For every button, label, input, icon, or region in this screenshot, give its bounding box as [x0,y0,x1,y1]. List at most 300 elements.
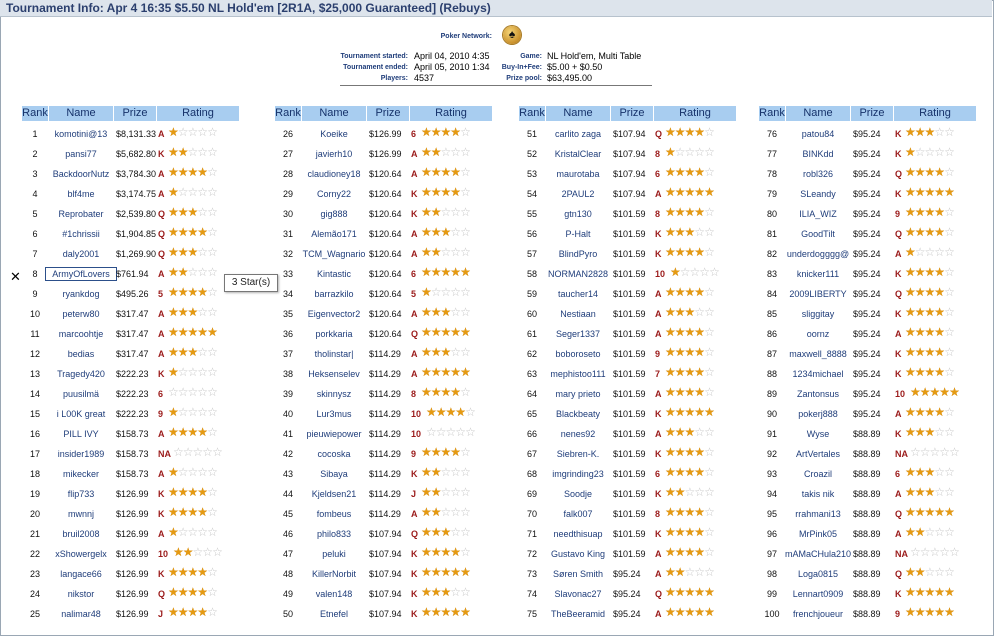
star-filled-icon: ★ [421,205,431,219]
rating-stars[interactable] [168,526,217,538]
player-name-link[interactable]: BackdoorNutz [52,169,110,179]
player-name-link[interactable]: Koeike [320,129,348,139]
rating-stars[interactable] [905,606,954,618]
prize-cell: $114.29 [369,489,401,499]
star-filled-icon: ★ [684,305,695,319]
star-filled-icon: ★ [934,165,945,179]
player-name-link[interactable]: flip733 [67,489,95,499]
rating-stars[interactable] [905,306,954,318]
player-name-link[interactable]: mephistoo111 [550,369,606,379]
rating-stars[interactable] [426,406,475,418]
rating-stars[interactable] [168,306,217,318]
title-bar [0,0,992,17]
star-empty-icon: ☆ [440,245,451,259]
player-name-link[interactable]: underdogggg@ [786,249,850,259]
player-name-link[interactable]: langace66 [60,569,102,579]
rating-stars[interactable] [421,386,470,398]
player-name-link[interactable]: Seger1337 [555,329,601,339]
rating-card: K [895,309,902,319]
player-name-link[interactable]: KillerNorbit [311,569,356,579]
player-name-link[interactable]: pieuwiepower [306,429,362,439]
rating-stars[interactable] [665,526,714,538]
star-filled-icon: ★ [430,265,441,279]
rating-stars[interactable] [665,586,714,598]
star-filled-icon: ★ [455,405,466,419]
network-label: Poker Network: [440,33,492,40]
table-row [22,304,242,324]
player-name-link[interactable]: TCM_Wagnario [302,249,366,259]
prize-cell: $126.99 [116,569,149,579]
tournament-info-panel [0,22,994,88]
rating-card: Q [655,589,663,599]
player-name-link[interactable]: Blackbeaty [555,409,601,419]
player-name-link[interactable]: mikecker [62,469,99,479]
rating-stars[interactable] [665,606,714,618]
rating-stars[interactable] [665,366,714,378]
prize-cell: $495.26 [116,289,149,299]
rating-card: A [655,429,662,439]
player-name-link[interactable]: Kjeldsen21 [311,489,357,499]
rank-cell: 67 [526,449,537,459]
rating-stars[interactable] [421,266,470,278]
rating-stars[interactable] [665,426,714,438]
player-name-link[interactable]: ryankdog [62,289,100,299]
rating-card: 5 [411,289,417,299]
player-name-link[interactable]: cocoska [317,449,351,459]
rating-stars[interactable] [168,286,217,298]
rating-stars[interactable] [665,546,714,558]
buyin-label: Buy-In+Fee: [501,64,542,71]
star-empty-icon: ☆ [177,185,188,199]
rating-stars[interactable] [665,506,714,518]
player-name-link[interactable]: gtn130 [564,209,592,219]
player-name-link[interactable]: KristalClear [554,149,602,159]
rating-stars[interactable] [421,286,470,298]
rating-stars[interactable] [168,406,217,418]
rating-stars[interactable] [910,386,959,398]
rating-stars[interactable] [905,346,954,358]
player-name-link[interactable]: puusilmä [62,389,100,399]
player-name-link[interactable]: takis nik [801,489,835,499]
rating-stars[interactable] [421,326,470,338]
player-name-link[interactable]: #1chrissii [62,229,100,239]
rating-tooltip: 3 Star(s) [224,274,278,292]
star-filled-icon: ★ [450,385,461,399]
rating-stars[interactable] [421,226,470,238]
player-name-link[interactable]: robl326 [802,169,834,179]
star-filled-icon: ★ [684,225,695,239]
rating-stars[interactable] [665,326,714,338]
rating-card: 6 [655,169,661,179]
player-name-link[interactable]: P-Halt [565,229,591,239]
rating-stars[interactable] [421,526,470,538]
player-name-link[interactable]: ILIA_WIZ [799,209,837,219]
rating-stars[interactable] [168,266,217,278]
player-name-link[interactable]: Reprobater [58,209,104,219]
player-name-link[interactable]: PILL IVY [63,429,99,439]
player-name-link[interactable]: i L00K great [56,409,106,419]
column-header-name[interactable]: Name [546,106,610,121]
rating-stars[interactable] [905,566,954,578]
star-filled-icon: ★ [929,385,940,399]
rank-cell: 99 [766,589,777,599]
player-name-link[interactable]: Søren Smith [552,569,603,579]
column-header-name[interactable]: Name [786,106,850,121]
rating-stars[interactable] [905,486,954,498]
rating-stars[interactable] [421,346,470,358]
rating-stars[interactable] [168,226,217,238]
star-filled-icon: ★ [694,585,705,599]
rating-stars[interactable] [426,426,475,438]
rating-stars[interactable] [670,266,719,278]
rating-stars[interactable] [665,386,714,398]
player-name-link[interactable]: porkkaria [315,329,353,339]
table-row [275,224,495,244]
rating-stars[interactable] [905,126,954,138]
player-name-link[interactable]: nenes92 [560,429,596,439]
rating-stars[interactable] [168,366,217,378]
rating-stars[interactable] [665,286,714,298]
player-name-link[interactable]: ArmyOfLovers [46,268,116,280]
star-filled-icon: ★ [187,225,198,239]
rating-stars[interactable] [905,366,954,378]
rating-stars[interactable] [905,286,954,298]
player-name-link[interactable]: falk007 [563,509,593,519]
table-row [759,264,979,284]
player-name-link[interactable]: 2PAUL2 [561,189,595,199]
player-name-link[interactable]: barrazkilo [314,289,354,299]
rating-stars[interactable] [905,246,954,258]
star-empty-icon: ☆ [934,525,945,539]
player-name-link[interactable]: pansi77 [65,149,97,159]
rating-stars[interactable] [905,406,954,418]
rating-stars[interactable] [665,126,714,138]
player-name-link[interactable]: pokerj888 [798,409,838,419]
rating-stars[interactable] [905,146,954,158]
player-name-link[interactable]: mary prieto [555,389,601,399]
rating-stars[interactable] [665,226,714,238]
player-name-link[interactable]: Etnefel [319,609,349,619]
column-header-rank[interactable]: Rank [759,107,785,119]
star-filled-icon: ★ [674,125,685,139]
star-filled-icon: ★ [177,245,188,259]
rating-stars[interactable] [168,186,217,198]
player-name-link[interactable]: Soodje [563,489,593,499]
prize-cell: $107.94 [613,149,646,159]
star-filled-icon: ★ [924,405,935,419]
column-header-prize[interactable]: Prize [114,106,156,121]
rating-stars[interactable] [168,206,217,218]
rating-stars[interactable] [665,246,714,258]
player-name-link[interactable]: gig888 [320,209,348,219]
rating-stars[interactable] [665,186,714,198]
rating-stars[interactable] [421,446,470,458]
player-name-link[interactable]: ArtVertales [795,449,841,459]
star-empty-icon: ☆ [939,545,950,559]
player-name-link[interactable]: Nestiaan [560,309,596,319]
star-empty-icon: ☆ [465,405,475,419]
prize-cell: $95.24 [853,409,881,419]
player-name-link[interactable]: oornz [806,329,830,339]
prize-cell: $5,682.80 [116,149,157,159]
rating-stars[interactable] [905,266,954,278]
player-name-link[interactable]: maurotaba [556,169,600,179]
player-name-link[interactable]: 1234michael [792,369,844,379]
rating-stars[interactable] [168,586,217,598]
player-name-link[interactable]: marcoohtje [58,329,104,339]
player-name-link[interactable]: Lennart0909 [792,589,844,599]
player-name-link[interactable]: sliggitay [801,309,835,319]
star-filled-icon: ★ [934,325,945,339]
player-name-link[interactable]: Wyse [806,429,830,439]
rating-stars[interactable] [421,246,470,258]
rating-stars[interactable] [421,546,470,558]
player-name-link[interactable]: Alemão171 [311,229,357,239]
star-filled-icon: ★ [665,385,675,399]
player-name-link[interactable]: BINKdd [802,149,834,159]
rating-card: A [655,189,662,199]
player-name-link[interactable]: Croazil [803,469,832,479]
star-empty-icon: ☆ [460,545,470,559]
player-name-link[interactable]: nalimar48 [61,609,101,619]
rating-stars[interactable] [168,166,217,178]
column-header-rating[interactable]: Rating [410,106,492,121]
rating-stars[interactable] [421,186,470,198]
star-filled-icon: ★ [694,545,705,559]
rank-cell: 79 [766,189,777,199]
rating-stars[interactable] [421,486,470,498]
rating-stars[interactable] [168,466,217,478]
player-name-link[interactable]: daly2001 [62,249,100,259]
player-name-link[interactable]: carlito zaga [554,129,602,139]
player-name-link[interactable]: MrPink05 [798,529,837,539]
player-name-link[interactable]: Slavonac27 [554,589,602,599]
rating-stars[interactable] [168,326,217,338]
rating-stars[interactable] [168,566,217,578]
player-name-link[interactable]: blf4me [67,189,95,199]
rating-stars[interactable] [168,426,217,438]
rating-stars[interactable] [421,166,470,178]
player-name-link[interactable]: komotini@13 [54,129,108,139]
star-filled-icon: ★ [421,445,431,459]
player-name-link[interactable]: valen148 [315,589,353,599]
player-name-link[interactable]: Eigenvector2 [307,309,361,319]
rating-stars[interactable] [665,146,714,158]
player-name-link[interactable]: imgrinding23 [552,469,604,479]
star-empty-icon: ☆ [426,425,436,439]
star-empty-icon: ☆ [460,165,470,179]
rating-card: K [655,529,662,539]
player-name-link[interactable]: philo833 [316,529,352,539]
player-name-link[interactable]: BlindPyro [558,249,598,259]
player-name-link[interactable]: peluki [322,549,346,559]
rating-stars[interactable] [665,166,714,178]
rating-stars[interactable] [421,306,470,318]
rating-stars[interactable] [421,466,470,478]
rating-stars[interactable] [905,206,954,218]
rating-stars[interactable] [168,146,217,158]
rating-stars[interactable] [168,346,217,358]
rating-stars[interactable] [905,426,954,438]
rating-stars[interactable] [421,506,470,518]
rating-card: K [411,189,418,199]
rank-cell: 63 [526,369,537,379]
player-name-link[interactable]: Tragedy420 [57,369,105,379]
rating-stars[interactable] [905,526,954,538]
prize-cell: $88.89 [853,589,881,599]
player-name-link[interactable]: Heksenselev [308,369,360,379]
player-name-link[interactable]: xShowergelx [55,549,107,559]
player-name-link[interactable]: bedias [67,349,95,359]
rating-stars[interactable] [910,546,959,558]
column-header-prize[interactable]: Prize [851,106,893,121]
rating-stars[interactable] [665,406,714,418]
star-empty-icon: ☆ [207,185,217,199]
star-filled-icon: ★ [168,225,178,239]
player-name-link[interactable]: SLeandy [800,189,836,199]
rating-stars[interactable] [905,466,954,478]
player-name-link[interactable]: skinnysz [316,389,352,399]
rating-card: 9 [895,209,901,219]
player-name-link[interactable]: needthisuap [553,529,603,539]
rating-stars[interactable] [665,306,714,318]
rating-stars[interactable] [421,566,470,578]
rating-stars[interactable] [905,166,954,178]
player-name-link[interactable]: javierh10 [315,149,353,159]
star-filled-icon: ★ [934,265,945,279]
table-row [759,124,979,144]
player-name-link[interactable]: taucher14 [557,289,599,299]
table-row [275,584,495,604]
player-name-link[interactable]: TheBeeramid [550,609,606,619]
player-name-link[interactable]: 2009LIBERTY [789,289,847,299]
rating-stars[interactable] [665,566,714,578]
column-header-rank[interactable]: Rank [275,107,301,119]
rank-cell: 9 [32,289,38,299]
column-header-rating[interactable]: Rating [157,106,239,121]
table-row [275,184,495,204]
player-name-link[interactable]: mwnnj [67,509,94,519]
star-empty-icon: ☆ [202,545,213,559]
column-header-name[interactable]: Name [49,106,113,121]
star-empty-icon: ☆ [197,525,208,539]
rating-stars[interactable] [168,506,217,518]
rating-stars[interactable] [173,546,222,558]
player-name-link[interactable]: bruil2008 [62,529,100,539]
prize-cell: $126.99 [369,149,402,159]
table-row [519,224,739,244]
player-name-link[interactable]: fombeus [316,509,352,519]
star-filled-icon: ★ [684,245,695,259]
rating-stars[interactable] [421,206,470,218]
column-header-rating[interactable]: Rating [654,106,736,121]
rating-stars[interactable] [421,586,470,598]
column-header-name[interactable]: Name [302,106,366,121]
rating-stars[interactable] [168,126,217,138]
rating-stars[interactable] [665,446,714,458]
star-filled-icon: ★ [665,365,675,379]
player-name-link[interactable]: Siebren-K. [556,449,600,459]
player-name-link[interactable]: Sibaya [320,469,348,479]
prize-cell: $126.99 [116,549,149,559]
star-empty-icon: ☆ [207,465,217,479]
player-name-link[interactable]: Zantonsus [796,389,840,399]
player-name-link[interactable]: peterw80 [62,309,100,319]
column-header-rank[interactable]: Rank [22,107,48,119]
player-name-link[interactable]: Gustavo King [550,549,606,559]
rating-stars[interactable] [665,486,714,498]
player-name-link[interactable]: boboroseto [555,349,601,359]
rating-stars[interactable] [421,146,470,158]
star-filled-icon: ★ [934,225,945,239]
star-empty-icon: ☆ [450,485,461,499]
player-name-link[interactable]: rrahmani13 [795,509,841,519]
star-filled-icon: ★ [665,305,675,319]
rating-stars[interactable] [905,326,954,338]
rating-stars[interactable] [421,366,470,378]
table-row [519,164,739,184]
player-name-link[interactable]: mAMaCHula210 [784,549,852,559]
player-name-link[interactable]: GoodTilt [801,229,835,239]
player-name-link[interactable]: knicker111 [796,269,840,279]
rating-card: 6 [158,389,164,399]
prize-cell: $120.64 [369,309,402,319]
rating-stars[interactable] [173,446,222,458]
column-header-rank[interactable]: Rank [519,107,545,119]
rating-stars[interactable] [421,606,470,618]
column-header-rating[interactable]: Rating [894,106,976,121]
rating-stars[interactable] [905,586,954,598]
player-name-link[interactable]: nikstor [67,589,95,599]
rating-stars[interactable] [905,506,954,518]
player-name-link[interactable]: NORMAN2828 [547,269,609,279]
player-name-link[interactable]: maxwell_8888 [789,349,847,359]
rating-stars[interactable] [905,186,954,198]
rating-stars[interactable] [168,606,217,618]
star-filled-icon: ★ [187,245,198,259]
rating-stars[interactable] [910,446,959,458]
star-filled-icon: ★ [168,505,178,519]
prize-cell: $101.59 [613,249,646,259]
column-header-prize[interactable]: Prize [367,106,409,121]
player-name-link[interactable]: Kintastic [316,269,351,279]
star-empty-icon: ☆ [944,325,954,339]
rating-stars[interactable] [168,386,217,398]
player-name-link[interactable]: Loga0815 [797,569,839,579]
player-name-link[interactable]: insider1989 [57,449,105,459]
rating-stars[interactable] [421,126,470,138]
table-row [519,184,739,204]
rating-stars[interactable] [168,486,217,498]
table-row [275,544,495,564]
player-name-link[interactable]: Lur3mus [316,409,352,419]
rating-card: NA [895,549,908,559]
rating-stars[interactable] [665,346,714,358]
player-name-link[interactable]: patou84 [801,129,835,139]
prize-cell: $101.59 [613,229,646,239]
player-name-link[interactable]: Corny22 [316,189,352,199]
rating-stars[interactable] [665,466,714,478]
star-filled-icon: ★ [421,185,431,199]
player-name-link[interactable]: claudioney18 [307,169,361,179]
rating-stars[interactable] [905,226,954,238]
player-name-link[interactable]: tholinstar| [314,349,354,359]
rating-stars[interactable] [168,246,217,258]
rank-cell: 16 [29,429,40,439]
player-name-link[interactable]: frenchjoueur [792,609,844,619]
rating-stars[interactable] [665,206,714,218]
column-header-prize[interactable]: Prize [611,106,653,121]
